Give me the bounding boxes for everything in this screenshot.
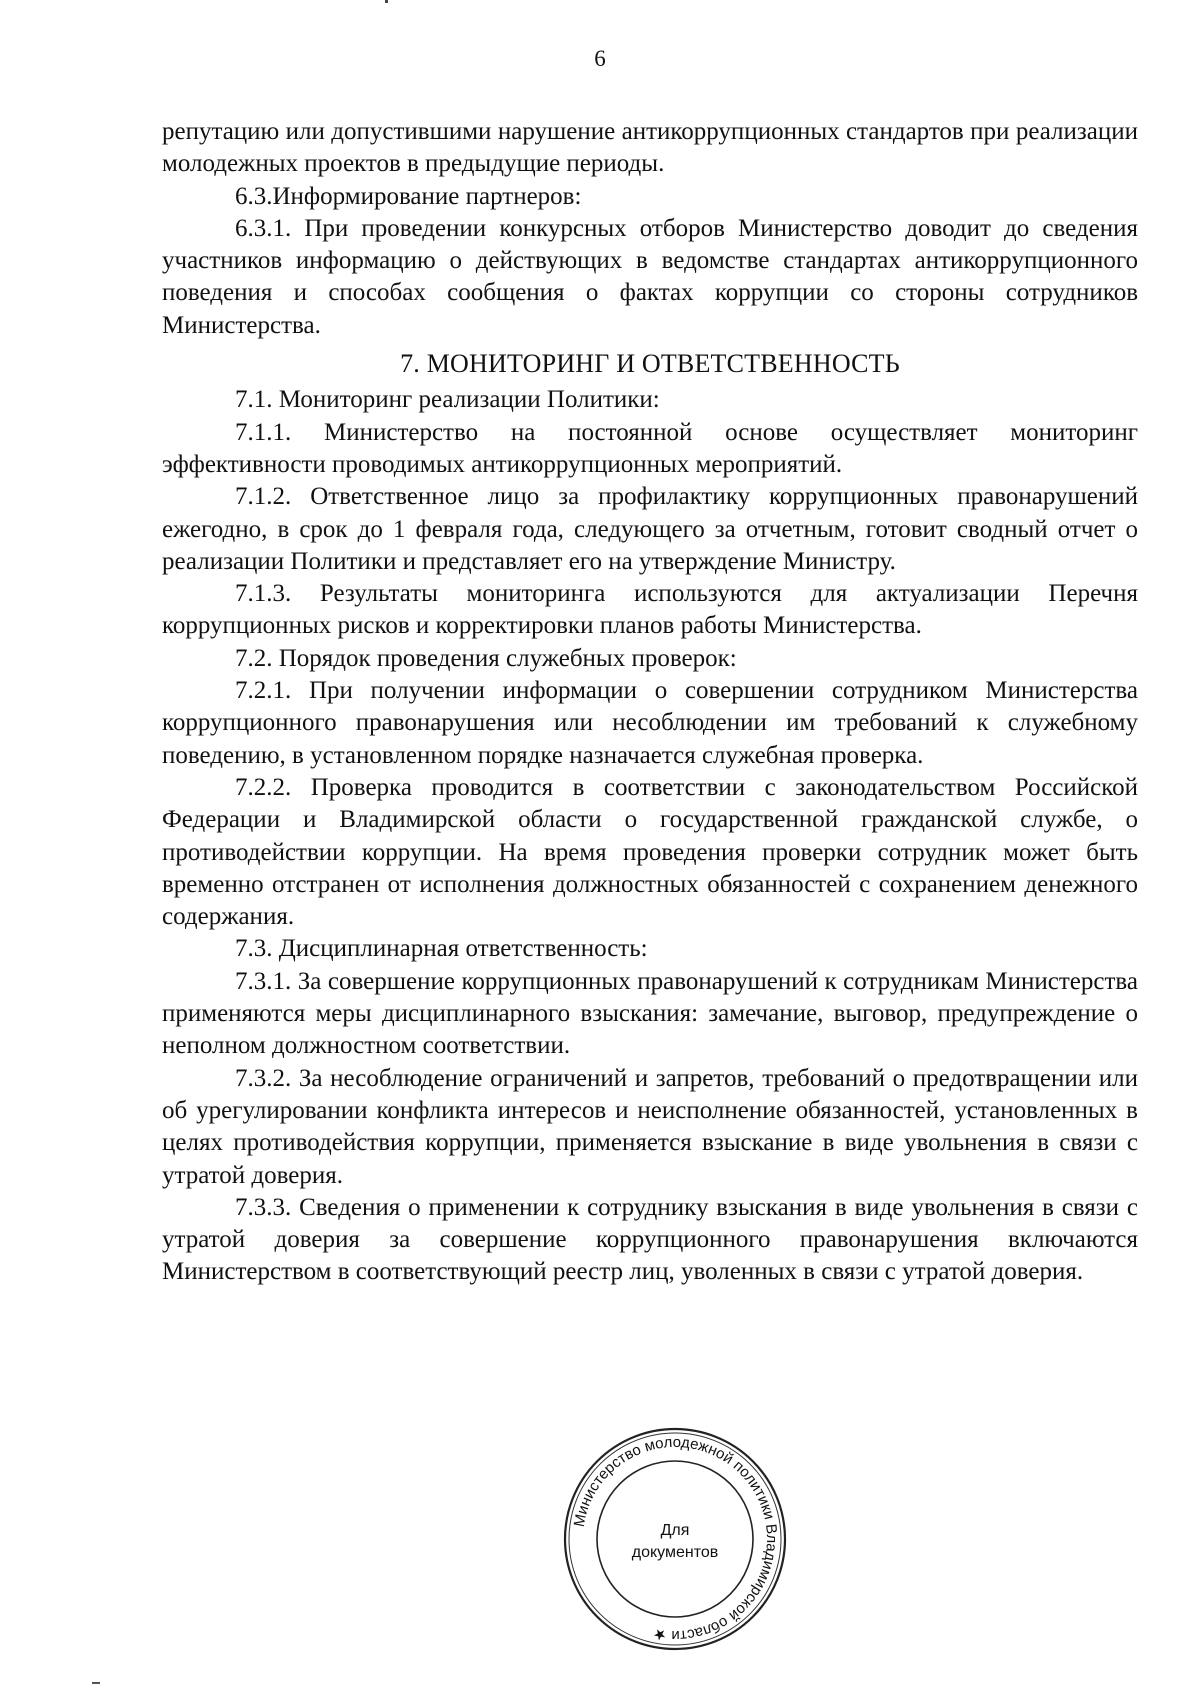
section-heading-7: 7. МОНИТОРИНГ И ОТВЕТСТВЕННОСТЬ: [400, 349, 900, 379]
stamp-center-text: [560, 1520, 790, 1564]
paragraph-7-3: 7.3. Дисциплинарная ответственность:: [235, 935, 648, 963]
document-body: [162, 116, 1138, 1289]
paragraph-7-1-2: 7.1.2. Ответственное лицо за профилактику коррупционных правонарушений ежегодно, в срок до 1 февраля года, следующего за отчетным, готовит сводный отчет о реализации Политики и представляет его на утверждение Министру.: [162, 483, 1138, 575]
stamp-ring-text: Министерство молодежной политики Владимирской области ★: [570, 1433, 781, 1645]
paragraph-7-2-1: 7.2.1. При получении информации о совершении сотрудником Министерства коррупционного правонарушения или несоблюдении им требований к служебному поведению, в установленном порядке назначается служебная проверка.: [162, 677, 1138, 769]
paragraph-7-1: 7.1. Мониторинг реализации Политики:: [235, 386, 660, 414]
paragraph-7-2: 7.2. Порядок проведения служебных проверок:: [235, 644, 737, 672]
page-number: 6: [594, 46, 606, 71]
paragraph-7-1-3: 7.1.3. Результаты мониторинга используются для актуализации Перечня коррупционных рисков и корректировки планов работы Министерства.: [162, 580, 1138, 640]
official-stamp: [560, 1424, 790, 1654]
scan-mark: [385, 0, 388, 3]
paragraph-7-2-2: 7.2.2. Проверка проводится в соответствии с законодательством Российской Федерации и Владимирской области о государственной гражданской службе, о противодействии коррупции. На время проведения проверки сотрудник может быть временно отстранен от исполнения должностных обязанностей с сохранением денежного содержания.: [162, 773, 1138, 931]
stamp-center-line-2: документов: [631, 1544, 719, 1561]
paragraph-continuation: репутацию или допустившими нарушение антикоррупционных стандартов при реализации молодежных проектов в предыдущие периоды.: [162, 118, 1138, 178]
paragraph-7-3-1: 7.3.1. За совершение коррупционных правонарушений к сотрудникам Министерства применяются меры дисциплинарного взыскания: замечание, выговор, предупреждение о неполном должностном соответствии.: [162, 967, 1138, 1060]
stamp-center-line-1: Для: [660, 1522, 690, 1539]
paragraph-7-3-3: 7.3.3. Сведения о применении к сотруднику взыскания в виде увольнения в связи с утратой доверия за совершение коррупционного правонарушения включаются Министерством в соответствующий реестр лиц, уволенных в связи с утратой доверия.: [162, 1193, 1138, 1286]
paragraph-7-1-1: 7.1.1. Министерство на постоянной основе осуществляет мониторинг эффективности проводимых антикоррупционных мероприятий.: [162, 418, 1138, 478]
paragraph-6-3: 6.3.Информирование партнеров:: [235, 182, 582, 210]
paragraph-6-3-1: 6.3.1. При проведении конкурсных отборов Министерство доводит до сведения участников информацию о действующих в ведомстве стандартах антикоррупционного поведения и способах сообщения о фактах коррупции со стороны сотрудников Министерства.: [162, 214, 1138, 339]
scan-mark-bottom: [92, 1682, 100, 1684]
paragraph-7-3-2: 7.3.2. За несоблюдение ограничений и запретов, требований о предотвращении или об урегулировании конфликта интересов и неисполнение обязанностей, установленных в целях противодействия коррупции, применяется взыскание в виде увольнения в связи с утратой доверия.: [162, 1064, 1138, 1189]
